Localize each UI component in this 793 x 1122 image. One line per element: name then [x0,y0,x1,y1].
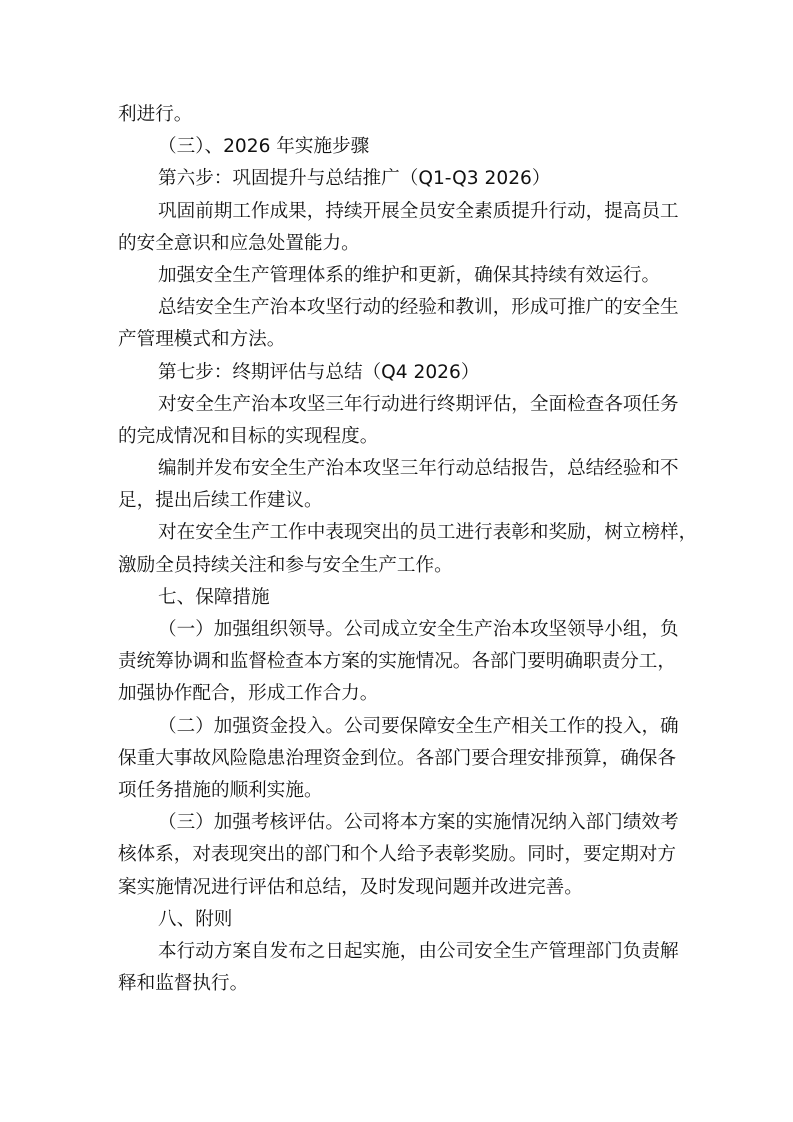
paragraph [118,389,679,453]
text-line: 利进行。 [118,104,193,125]
text-line: （三）、2026 年实施步骤 [158,136,370,158]
paragraph [118,196,679,260]
text-line: 对安全生产治本攻坚三年行动进行终期评估，全面检查各项任务 [158,393,679,415]
text-line: （三）加强考核评估。公司将本方案的实施情况纳入部门绩效考 [158,812,679,834]
paragraph [118,357,676,389]
paragraph [118,582,676,614]
text-line: 激励全员持续关注和参与安全生产工作。 [118,554,453,576]
text-line: 七、保障措施 [158,586,270,608]
document-body [118,99,698,1000]
text-line: 本行动方案自发布之日起实施，由公司安全生产管理部门负责解 [158,940,679,962]
text-line: 对在安全生产工作中表现突出的员工进行表彰和奖励，树立榜样， [158,522,698,544]
paragraph [118,99,676,131]
text-line: 加强协作配合，形成工作合力。 [118,683,379,705]
text-line: （一）加强组织领导。公司成立安全生产治本攻坚领导小组，负 [158,619,679,640]
paragraph [118,936,679,1000]
text-line: 编制并发布安全生产治本攻坚三年行动总结报告，总结经验和不 [158,458,679,480]
text-line: 保重大事故风险隐患治理资金到位。各部门要合理安排预算，确保各 [118,747,676,769]
text-line: 产管理模式和方法。 [118,329,286,351]
text-line: 释和监督执行。 [118,973,249,995]
text-line: 第七步：终期评估与总结（Q4 2026） [158,361,480,383]
paragraph [118,711,679,808]
paragraph [118,614,679,711]
paragraph [118,163,676,195]
text-line: 的完成情况和目标的实现程度。 [118,425,379,447]
paragraph [118,807,679,904]
text-line: 的安全意识和应急处置能力。 [118,232,360,254]
text-line: 八、附则 [158,908,233,930]
paragraph [118,904,676,936]
paragraph [118,292,679,356]
text-line: 总结安全生产治本攻坚行动的经验和教训，形成可推广的安全生 [158,297,679,319]
paragraph [118,453,679,517]
text-line: 核体系，对表现突出的部门和个人给予表彰奖励。同时，要定期对方 [118,844,676,866]
paragraph [118,131,676,163]
paragraph [118,260,676,292]
text-line: 第六步：巩固提升与总结推广（Q1-Q3 2026） [158,168,551,190]
text-line: 案实施情况进行评估和总结，及时发现问题并改进完善。 [118,876,583,898]
text-line: 巩固前期工作成果，持续开展全员安全素质提升行动，提高员工 [158,200,679,222]
text-line: （二）加强资金投入。公司要保障安全生产相关工作的投入，确 [158,715,679,737]
text-line: 加强安全生产管理体系的维护和更新，确保其持续有效运行。 [158,264,661,286]
text-line: 项任务措施的顺利实施。 [118,779,323,801]
text-line: 责统筹协调和监督检查本方案的实施情况。各部门要明确职责分工， [118,651,676,673]
paragraph [118,517,698,581]
text-line: 足，提出后续工作建议。 [118,490,323,512]
